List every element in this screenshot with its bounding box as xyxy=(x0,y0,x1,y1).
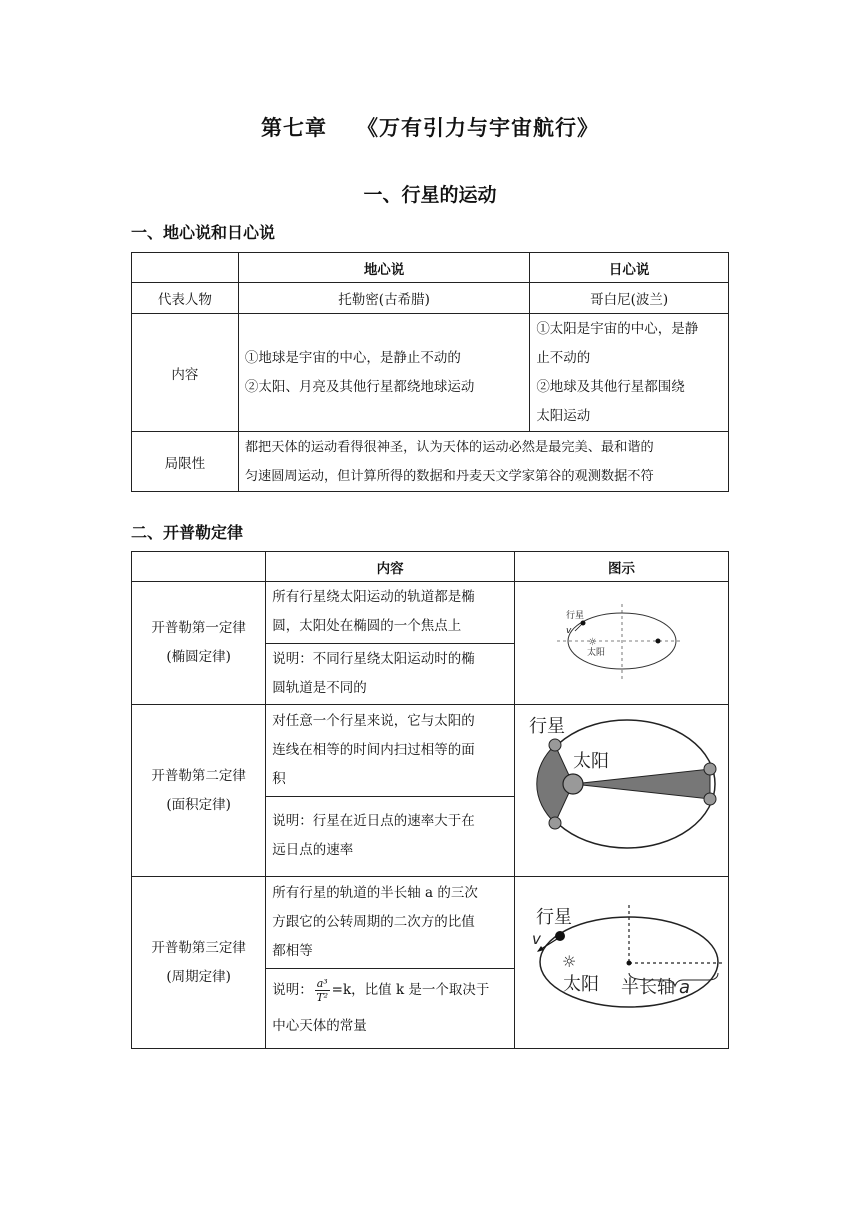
planet-ball-2 xyxy=(549,817,561,829)
label-sun: 太阳 xyxy=(572,751,609,772)
label-v: v xyxy=(531,930,541,948)
law1-name: 开普勒第一定律 (椭圆定律) xyxy=(132,582,266,705)
law3-name: 开普勒第三定律 (周期定律) xyxy=(132,877,266,1049)
sun-icon: ☼ xyxy=(561,952,577,971)
kepler-header-empty xyxy=(132,552,266,582)
law1-ellipse-figure xyxy=(515,582,728,700)
focus-dot xyxy=(655,639,660,644)
row-label-limitation: 局限性 xyxy=(132,432,239,492)
law2-name: 开普勒第二定律 (面积定律) xyxy=(132,705,266,877)
law1-content: 所有行星绕太阳运动的轨道都是椭 圆，太阳处在椭圆的一个焦点上 xyxy=(266,582,515,644)
label-planet: 行星 xyxy=(528,716,565,737)
row-label-content: 内容 xyxy=(132,314,239,432)
kepler-header-figure: 图示 xyxy=(514,552,728,582)
kepler-header-content: 内容 xyxy=(266,552,515,582)
helio-content: ①太阳是宇宙的中心，是静 止不动的 ②地球及其他行星都围绕 太阳运动 xyxy=(530,314,729,432)
law3-figure-cell xyxy=(514,877,728,1049)
law1-note: 说明：不同行星绕太阳运动时的椭 圆轨道是不同的 xyxy=(266,643,515,705)
label-a: a xyxy=(678,977,691,998)
helio-representative: 哥白尼(波兰) xyxy=(530,283,729,314)
planet-ball-4 xyxy=(704,793,716,805)
law1-figure-cell xyxy=(514,582,728,705)
far-sun-sector xyxy=(573,769,710,799)
sun-icon: ☼ xyxy=(587,637,597,648)
law3-note: 说明： $\frac{\text{a³}}{\text{T²}}$ =k，比值 k 是一个取决于 中心天体的常量 xyxy=(266,968,515,1048)
label-planet: 行星 xyxy=(565,611,584,621)
law3-period-figure xyxy=(515,877,728,1044)
label-v: v xyxy=(565,626,572,636)
geo-content: ①地球是宇宙的中心，是静止不动的 ②太阳、月亮及其他行星都绕地球运动 xyxy=(238,314,529,432)
law2-figure-cell xyxy=(514,705,728,877)
heading-geo-helio: 一、地心说和日心说 xyxy=(131,223,276,242)
law2-area-figure xyxy=(515,705,728,872)
header-geo: 地心说 xyxy=(238,253,529,283)
header-empty xyxy=(132,253,239,283)
label-planet: 行星 xyxy=(535,907,572,928)
law2-note: 说明：行星在近日点的速率大于在 远日点的速率 xyxy=(266,796,515,876)
planet-ball-1 xyxy=(549,739,561,751)
velocity-arrow xyxy=(575,624,582,631)
kepler-table xyxy=(131,551,729,1049)
law3-content: 所有行星的轨道的半长轴 a 的三次 方跟它的公转周期的二次方的比值 都相等 xyxy=(266,877,515,969)
label-sun: 太阳 xyxy=(586,648,605,658)
geo-helio-table xyxy=(131,252,729,492)
section-title: 一、行星的运动 xyxy=(363,184,497,206)
label-sun: 太阳 xyxy=(562,974,599,995)
row-label-representative: 代表人物 xyxy=(132,283,239,314)
heading-kepler: 二、开普勒定律 xyxy=(131,523,244,542)
sun-ball xyxy=(563,774,583,794)
center-dot xyxy=(626,961,631,966)
header-helio: 日心说 xyxy=(530,253,729,283)
limitation-text: 都把天体的运动看得很神圣，认为天体的运动必然是最完美、最和谐的 匀速圆周运动，但计算所得的数据和丹麦天文学家第谷的观测数据不符 xyxy=(238,432,728,492)
label-semi-axis: 半长轴 xyxy=(620,977,675,998)
planet-ball-3 xyxy=(704,763,716,775)
law2-content: 对任意一个行星来说，它与太阳的 连线在相等的时间内扫过相等的面 积 xyxy=(266,705,515,797)
geo-representative: 托勒密(古希腊) xyxy=(238,283,529,314)
fraction: $\frac{\text{a³}}{\text{T²}}$ xyxy=(316,976,329,1004)
chapter-title: 第七章 《万有引力与宇宙航行》 xyxy=(261,116,599,140)
